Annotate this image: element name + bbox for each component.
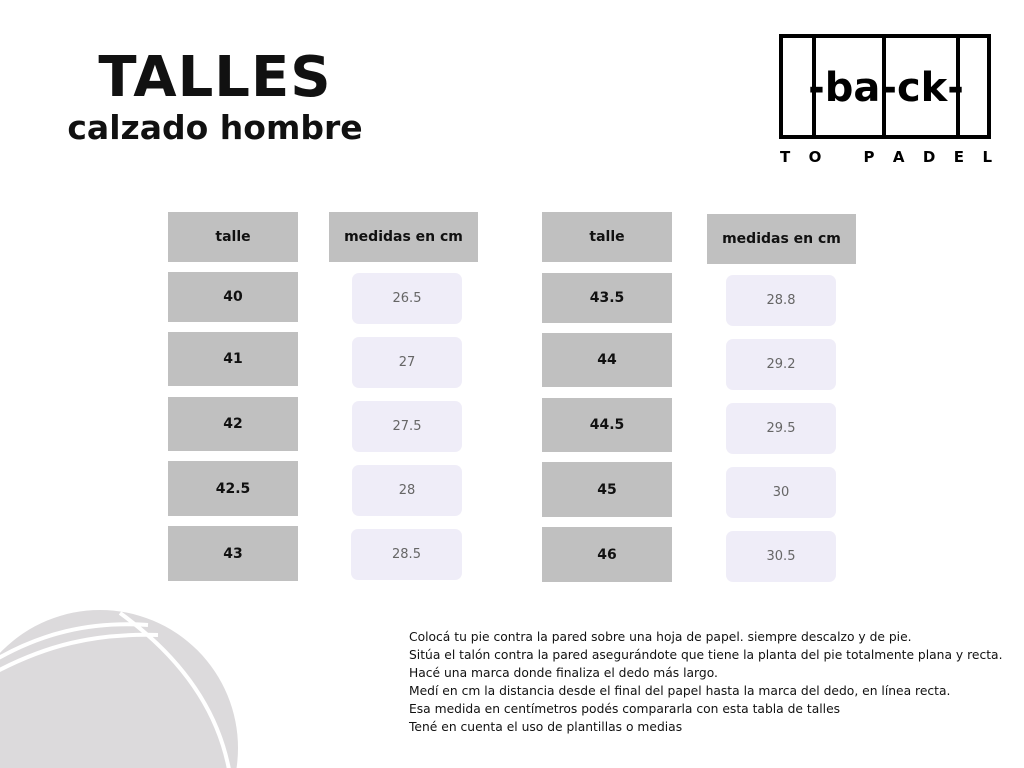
- measure-cell: 30: [726, 467, 836, 518]
- logo-tagline: T O P A D E L: [780, 148, 992, 165]
- measure-header: medidas en cm: [707, 214, 856, 264]
- page-subtitle: calzado hombre: [67, 108, 363, 147]
- size-header: talle: [542, 212, 672, 262]
- instruction-line: Hacé una marca donde finaliza el dedo más largo.: [409, 666, 718, 680]
- logo-mark: -ba-ck-: [808, 65, 964, 111]
- size-cell: 41: [168, 332, 298, 386]
- brand-logo: [778, 33, 994, 165]
- instruction-line: Medí en cm la distancia desde el final del papel hasta la marca del dedo, en línea recta.: [409, 684, 951, 698]
- instruction-line: Sitúa el talón contra la pared asegurándote que tiene la planta del pie totalmente plana y recta.: [409, 648, 1003, 662]
- size-cell: 43: [168, 526, 298, 581]
- page-title: TALLES: [98, 45, 332, 110]
- size-cell: 42.5: [168, 461, 298, 516]
- measure-cell: 28: [352, 465, 462, 516]
- measure-cell: 30.5: [726, 531, 836, 582]
- instructions: [409, 628, 1021, 736]
- measure-cell: 29.2: [726, 339, 836, 390]
- measure-cell: 27.5: [352, 401, 462, 452]
- measure-cell: 27: [352, 337, 462, 388]
- size-cell: 46: [542, 527, 672, 582]
- measure-header: medidas en cm: [329, 212, 478, 262]
- measure-cell: 26.5: [352, 273, 462, 324]
- size-header: talle: [168, 212, 298, 262]
- size-cell: 43.5: [542, 273, 672, 323]
- measure-cell: 28.5: [351, 529, 462, 580]
- size-cell: 45: [542, 462, 672, 517]
- size-cell: 44.5: [542, 398, 672, 452]
- size-cell: 40: [168, 272, 298, 322]
- padel-ball-decoration: [0, 605, 240, 768]
- measure-cell: 28.8: [726, 275, 836, 326]
- instruction-line: Tené en cuenta el uso de plantillas o medias: [409, 720, 683, 734]
- measure-cell: 29.5: [726, 403, 836, 454]
- instruction-line: Esa medida en centímetros podés compararla con esta tabla de talles: [409, 702, 841, 716]
- size-cell: 42: [168, 397, 298, 451]
- size-cell: 44: [542, 333, 672, 387]
- instruction-line: Colocá tu pie contra la pared sobre una hoja de papel. siempre descalzo y de pie.: [409, 630, 912, 644]
